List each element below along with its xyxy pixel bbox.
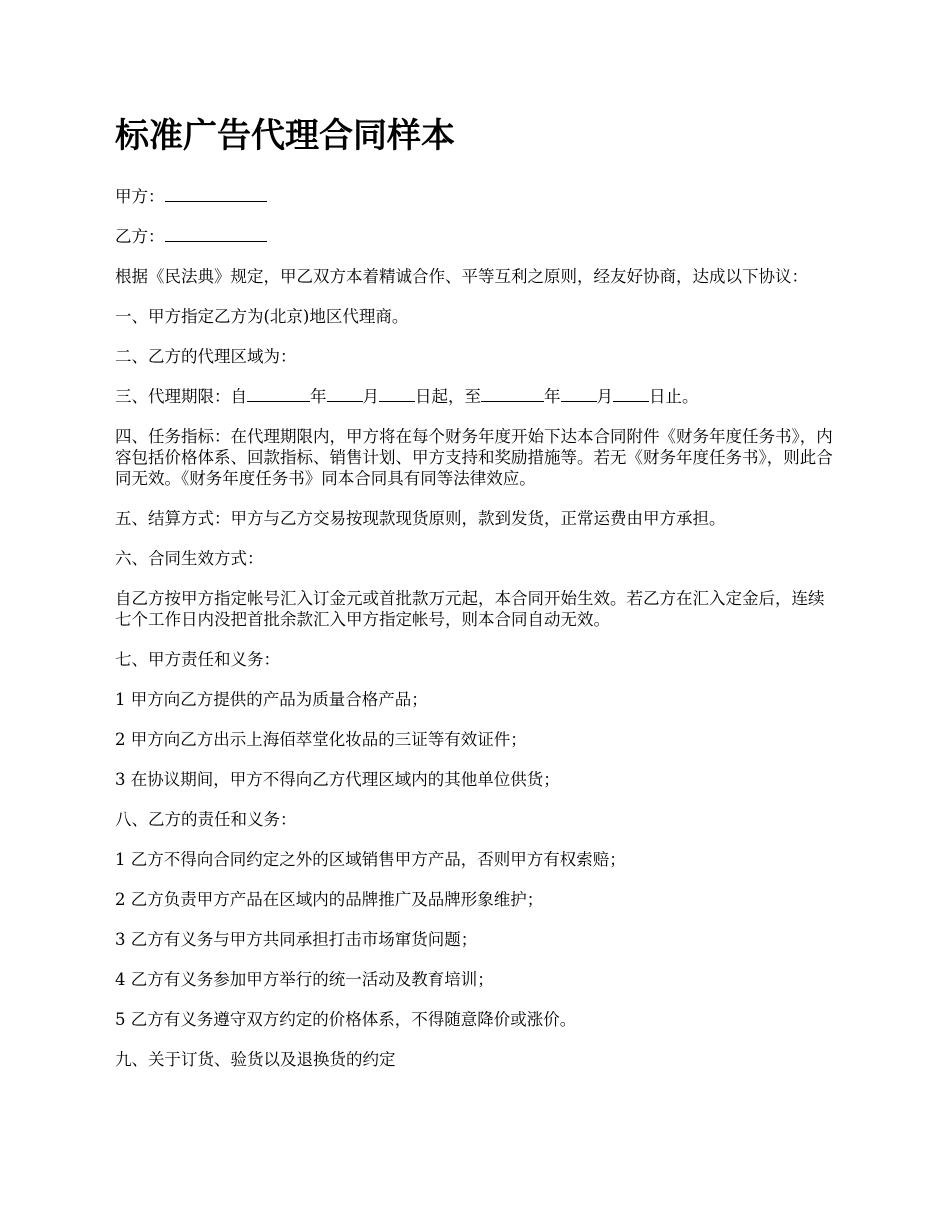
clause-2: 二、乙方的代理区域为： [115,347,297,366]
document-title: 标准广告代理合同样本 [115,116,455,156]
party-b-blank [165,226,267,242]
clause-3-year1: 年 [310,387,327,406]
clause-8-item: 4 乙方有义务参加甲方举行的统一活动及教育培训； [115,970,494,989]
clause-6: 六、合同生效方式： [115,549,264,568]
end-year-blank [481,386,544,402]
end-month-blank [561,386,597,402]
document-body [115,112,840,1089]
clause-8-item: 5 乙方有义务遵守双方约定的价格体系，不得随意降价或涨价。 [115,1010,577,1029]
clause-7-item: 3 在协议期间，甲方不得向乙方代理区域内的其他单位供货； [115,770,560,789]
start-year-blank [247,386,310,402]
start-day-blank [379,386,415,402]
clause-3-year2: 年 [544,387,561,406]
party-a-label: 甲方： [115,187,165,206]
clause-8-item: 2 乙方负责甲方产品在区域内的品牌推广及品牌形象维护； [115,890,544,909]
party-b-label: 乙方： [115,227,165,246]
end-day-blank [613,386,649,402]
clause-7-item: 1 甲方向乙方提供的产品为质量合格产品； [115,690,428,709]
clause-8-item: 3 乙方有义务与甲方共同承担打击市场窜货问题； [115,930,478,949]
clause-9: 九、关于订货、验货以及退换货的约定 [115,1050,396,1069]
clause-5: 五、结算方式：甲方与乙方交易按现款现货原则，款到发货，正常运费由甲方承担。 [115,509,726,528]
party-a-line [115,186,840,207]
intro-paragraph: 根据《民法典》规定，甲乙双方本着精诚合作、平等互利之原则，经友好协商，达成以下协议： [115,267,808,286]
clause-3-day2: 日止。 [649,387,699,406]
clause-3-month2: 月 [596,387,613,406]
clause-8: 八、乙方的责任和义务： [115,810,297,829]
clause-8-item: 1 乙方不得向合同约定之外的区域销售甲方产品，否则甲方有权索赔； [115,850,626,869]
clause-3-day1: 日起，至 [415,387,481,406]
clause-3-month1: 月 [362,387,379,406]
clause-7-item: 2 甲方向乙方出示上海佰萃堂化妆品的三证等有效证件； [115,730,527,749]
clause-3 [115,386,840,407]
party-b-line [115,226,840,247]
clause-6-body: 自乙方按甲方指定帐号汇入订金元或首批款万元起，本合同开始生效。若乙方在汇入定金后，连续七个工作日内没把首批余款汇入甲方指定帐号，则本合同自动无效。 [115,589,825,629]
clause-1: 一、甲方指定乙方为(北京)地区代理商。 [115,307,409,326]
start-month-blank [327,386,363,402]
clause-7: 七、甲方责任和义务： [115,650,280,669]
clause-3-lead: 三、代理期限：自 [115,387,247,406]
clause-4: 四、任务指标：在代理期限内，甲方将在每个财务年度开始下达本合同附件《财务年度任务书》，内容包括价格体系、回款指标、销售计划、甲方支持和奖励措施等。若无《财务年度任务书》，则此合同无效。《财务年度任务书》同本合同具有同等法律效应。 [115,427,833,488]
party-a-blank [165,186,267,202]
